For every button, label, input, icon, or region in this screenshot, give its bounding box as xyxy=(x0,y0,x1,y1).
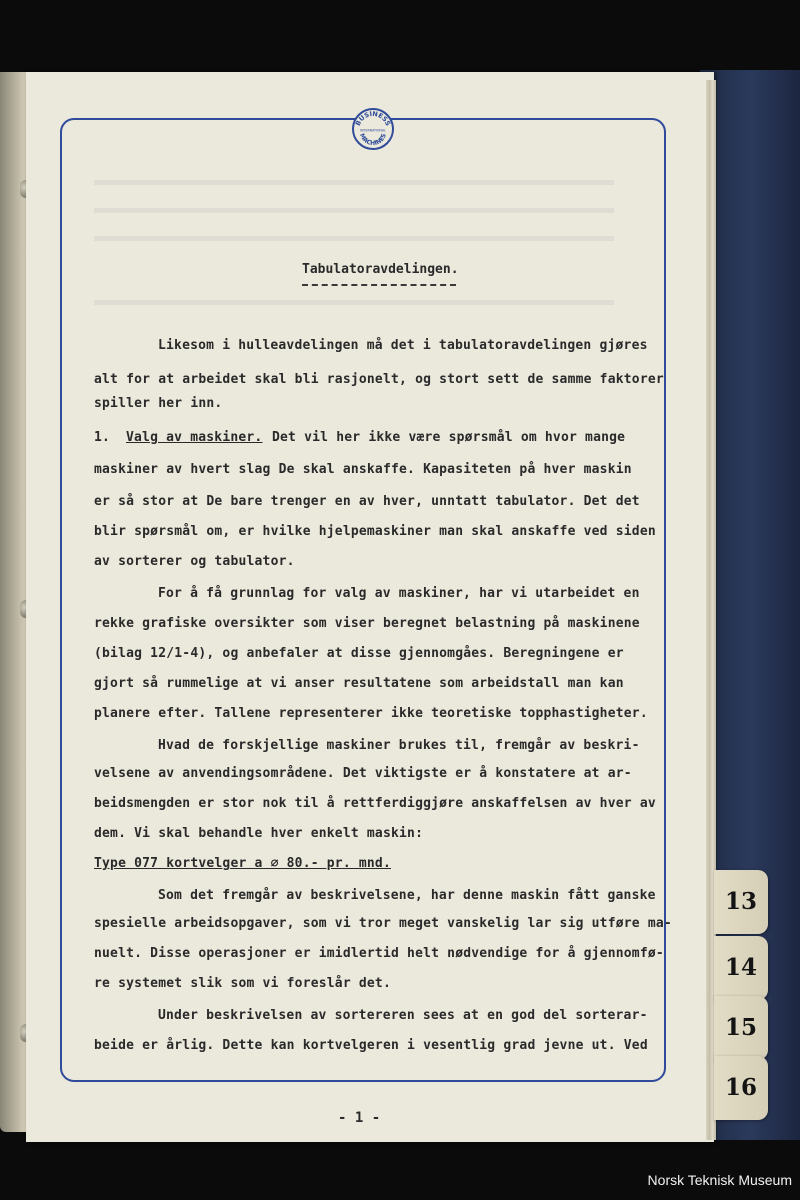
index-tab-15[interactable]: 15 xyxy=(714,996,768,1060)
bleed-through-line xyxy=(94,300,614,305)
text-line: Likesom i hulleavdelingen må det i tabulatoravdelingen gjøres xyxy=(158,338,648,353)
museum-credit: Norsk Teknisk Museum xyxy=(647,1172,792,1188)
text-line: velsene av anvendingsområdene. Det viktigste er å konstatere at ar- xyxy=(94,766,632,781)
text-line: er så stor at De bare trenger en av hver, unntatt tabulator. Det det xyxy=(94,494,640,509)
svg-text:BUSINESS: BUSINESS xyxy=(353,109,393,128)
svg-text:MACHINES: MACHINES xyxy=(358,132,388,148)
item-heading: Valg av maskiner. xyxy=(126,430,263,445)
item-number: 1. xyxy=(94,430,111,445)
text-line: For å få grunnlag for valg av maskiner, har vi utarbeidet en xyxy=(158,586,640,601)
text-line: alt for at arbeidet skal bli rasjonelt, og stort sett de samme faktorer xyxy=(94,372,664,387)
text-line: gjort så rummelige at vi anser resultatene som arbeidstall man kan xyxy=(94,676,624,691)
text-line: spiller her inn. xyxy=(94,396,223,411)
text-line: Det vil her ikke være spørsmål om hvor mange xyxy=(272,430,626,445)
machine-heading: Type 077 kortvelger a ∅ 80.- pr. mnd. xyxy=(94,856,391,871)
bleed-through-line xyxy=(94,208,614,213)
bleed-through-line xyxy=(94,236,614,241)
text-line: Som det fremgår av beskrivelsene, har denne maskin fått ganske xyxy=(158,888,656,903)
text-line: nuelt. Disse operasjoner er imidlertid helt nødvendige for å gjennomfø- xyxy=(94,946,664,961)
text-line: beidsmengden er stor nok til å rettferdiggjøre anskaffelsen av hver av xyxy=(94,796,656,811)
text-line: spesielle arbeidsopgaver, som vi tror meget vanskelig lar sig utføre ma- xyxy=(94,916,672,931)
ibm-logo xyxy=(352,108,394,150)
section-title: Tabulatoravdelingen. xyxy=(302,262,459,277)
text-line: beide er årlig. Dette kan kortvelgeren i vesentlig grad jevne ut. Ved xyxy=(94,1038,648,1053)
text-line: Under beskrivelsen av sortereren sees at en god del sorterar- xyxy=(158,1008,648,1023)
text-line: maskiner av hvert slag De skal anskaffe. Kapasiteten på hver maskin xyxy=(94,462,632,477)
text-line: dem. Vi skal behandle hver enkelt maskin: xyxy=(94,826,424,841)
text-line: planere efter. Tallene representerer ikke teoretiske topphastigheter. xyxy=(94,706,648,721)
svg-text:INTERNATIONAL: INTERNATIONAL xyxy=(360,128,386,133)
page-number: - 1 - xyxy=(338,1110,381,1126)
text-line: re systemet slik som vi foreslår det. xyxy=(94,976,391,991)
bleed-through-line xyxy=(94,180,614,185)
text-line: (bilag 12/1-4), og anbefaler at disse gjennomgåes. Beregningene er xyxy=(94,646,624,661)
text-line: av sorterer og tabulator. xyxy=(94,554,295,569)
text-line: rekke grafiske oversikter som viser beregnet belastning på maskinene xyxy=(94,616,640,631)
index-tab-16[interactable]: 16 xyxy=(714,1056,768,1120)
text-line: blir spørsmål om, er hvilke hjelpemaskiner man skal anskaffe ved siden xyxy=(94,524,656,539)
title-underline xyxy=(302,284,456,286)
text-line: Hvad de forskjellige maskiner brukes til, fremgår av beskri- xyxy=(158,738,640,753)
index-tab-14[interactable]: 14 xyxy=(714,936,768,1000)
index-tab-13[interactable]: 13 xyxy=(714,870,768,934)
